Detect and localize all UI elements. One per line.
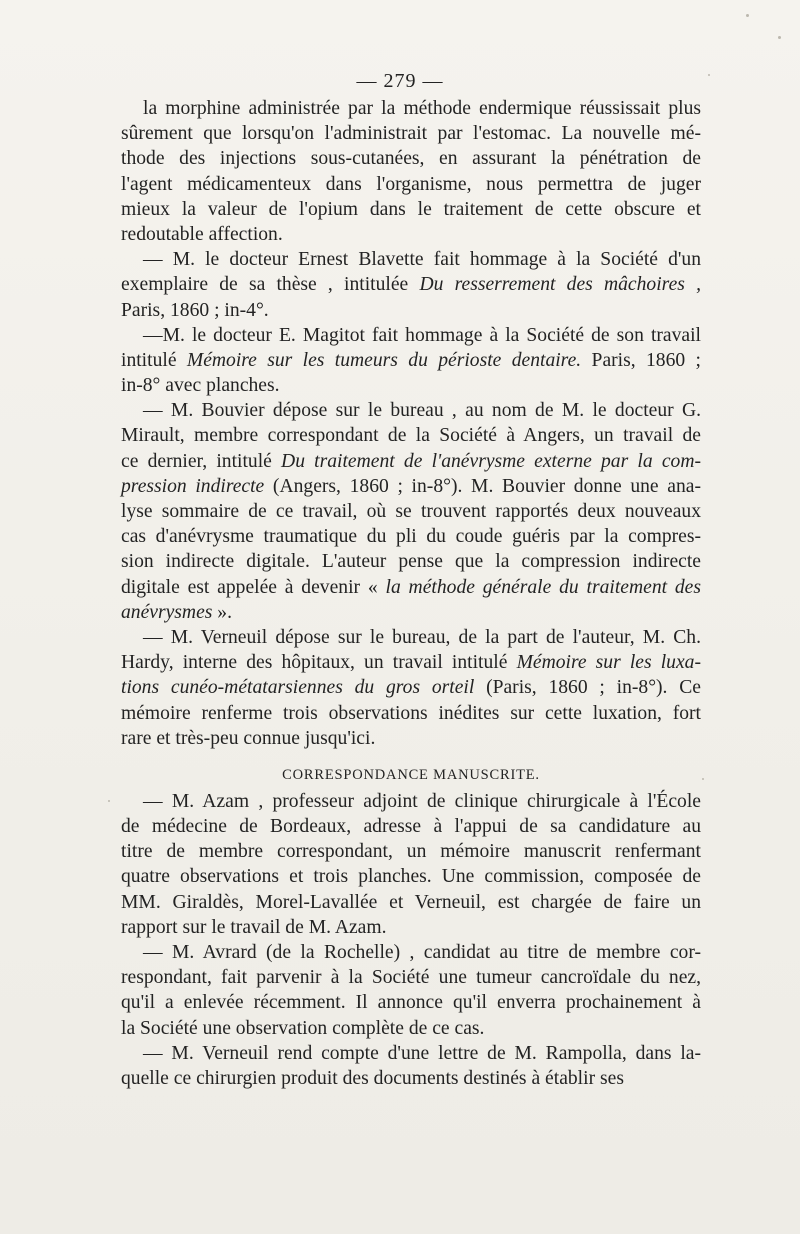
text-run: Paris, 1860 ;: [581, 349, 701, 371]
text-line: — M. Avrard (de la Rochelle) , candidat au titre de membre cor-: [143, 942, 701, 963]
text-run: ce dernier, intitulé: [121, 450, 282, 472]
italic-title: Mémoire sur les tumeurs du périoste dentaire.: [186, 349, 582, 371]
text-line: [121, 474, 701, 499]
text-line: mieux la valeur de l'opium dans le traitement de cette obscure et: [121, 198, 701, 220]
text-line: cas d'anévrysme traumatique du pli du coude guéris par la compres-: [121, 526, 701, 548]
text-line: qu'il a enlevée récemment. Il annonce qu'il enverra prochainement à: [121, 992, 701, 1014]
text-line: [121, 600, 701, 625]
text-run: intitulé: [121, 349, 187, 371]
italic-title: anévrysmes: [121, 601, 213, 623]
text-line: [121, 675, 701, 700]
text-line: MM. Giraldès, Morel-Lavallée et Verneuil, est chargée de faire un: [121, 891, 701, 913]
text-line: de médecine de Bordeaux, adresse à l'appui de sa candidature au: [121, 816, 701, 838]
print-speck: [702, 778, 704, 780]
text-run: digitale est appelée à devenir «: [121, 576, 386, 598]
italic-title: Du traitement de l'anévrysme externe par la com-: [281, 450, 701, 472]
text-line: [121, 449, 701, 474]
text-line: quatre observations et trois planches. Une commission, composée de: [121, 866, 701, 888]
page-number: — 279 —: [356, 70, 444, 92]
text-line: — M. Bouvier dépose sur le bureau , au nom de M. le docteur G.: [143, 400, 701, 422]
paragraph: [121, 323, 701, 399]
text-line: quelle ce chirurgien produit des documents destinés à établir ses: [121, 1067, 624, 1089]
page-body: [121, 96, 701, 1091]
italic-title: la méthode générale du traitement des: [385, 576, 701, 598]
paragraph: [121, 625, 701, 751]
paragraph: [121, 96, 701, 247]
section-heading: CORRESPONDANCE MANUSCRITE.: [282, 766, 540, 783]
text-line: [121, 575, 701, 600]
print-speck: [108, 800, 110, 802]
italic-title: Mémoire sur les luxa-: [516, 652, 701, 674]
text-line: la morphine administrée par la méthode endermique réussissait plus: [143, 98, 701, 119]
text-line: respondant, fait parvenir à la Société une tumeur cancroïdale du nez,: [121, 967, 701, 989]
text-line: —M. le docteur E. Magitot fait hommage à la Société de son travail: [143, 324, 701, 346]
print-speck: [746, 14, 749, 17]
paragraph: [121, 1041, 701, 1091]
text-line: Paris, 1860 ; in-4°.: [121, 299, 269, 321]
text-line: sûrement que lorsqu'on l'administrait par l'estomac. La nouvelle mé-: [121, 123, 701, 145]
text-run: Hardy, interne des hôpitaux, un travail intitulé: [121, 652, 517, 674]
text-line: [121, 650, 701, 675]
italic-title: pression indirecte: [121, 475, 265, 497]
print-speck: [778, 36, 781, 39]
text-line: titre de membre correspondant, un mémoire manuscrit renfermant: [121, 841, 701, 863]
paragraph: [121, 247, 701, 323]
text-line: — M. le docteur Ernest Blavette fait hommage à la Société d'un: [143, 249, 701, 271]
paragraph: [121, 940, 701, 1041]
text-line: rare et très-peu connue jusqu'ici.: [121, 727, 376, 749]
text-run: ».: [212, 601, 232, 623]
text-line: lyse sommaire de ce travail, où se trouvent rapportés deux nouveaux: [121, 501, 701, 522]
text-line: [121, 348, 701, 373]
text-line: l'agent médicamenteux dans l'organisme, nous permettra de juger: [121, 173, 701, 195]
text-line: redoutable affection.: [121, 223, 283, 245]
text-line: rapport sur le travail de M. Azam.: [121, 916, 387, 938]
text-line: mémoire renferme trois observations inédites sur cette luxation, fort: [121, 702, 701, 724]
text-run: exemplaire de sa thèse , intitulée: [121, 274, 420, 296]
text-line: — M. Verneuil dépose sur le bureau, de la part de l'auteur, M. Ch.: [143, 626, 701, 648]
text-line: [121, 272, 701, 297]
text-line: sion indirecte digitale. L'auteur pense que la compression indirecte: [121, 551, 701, 573]
text-line: in-8° avec planches.: [121, 375, 280, 397]
print-speck: [708, 74, 710, 76]
italic-title: tions cunéo-métatarsiennes du gros orteil: [121, 677, 475, 699]
text-line: la Société une observation complète de ce cas.: [121, 1017, 485, 1039]
paragraph: [121, 398, 701, 625]
text-run: (Angers, 1860 ; in-8°). M. Bouvier donne une ana-: [264, 475, 702, 497]
text-line: Mirault, membre correspondant de la Société à Angers, un travail de: [121, 425, 701, 447]
text-run: (Paris, 1860 ; in-8°). Ce: [474, 677, 701, 699]
paragraph: [121, 789, 701, 940]
text-line: thode des injections sous-cutanées, en assurant la pénétration de: [121, 148, 701, 170]
text-line: — M. Azam , professeur adjoint de clinique chirurgicale à l'École: [143, 790, 701, 812]
italic-title: Du resserrement des mâchoires ,: [419, 274, 701, 296]
text-line: — M. Verneuil rend compte d'une lettre de M. Rampolla, dans la-: [143, 1042, 701, 1064]
